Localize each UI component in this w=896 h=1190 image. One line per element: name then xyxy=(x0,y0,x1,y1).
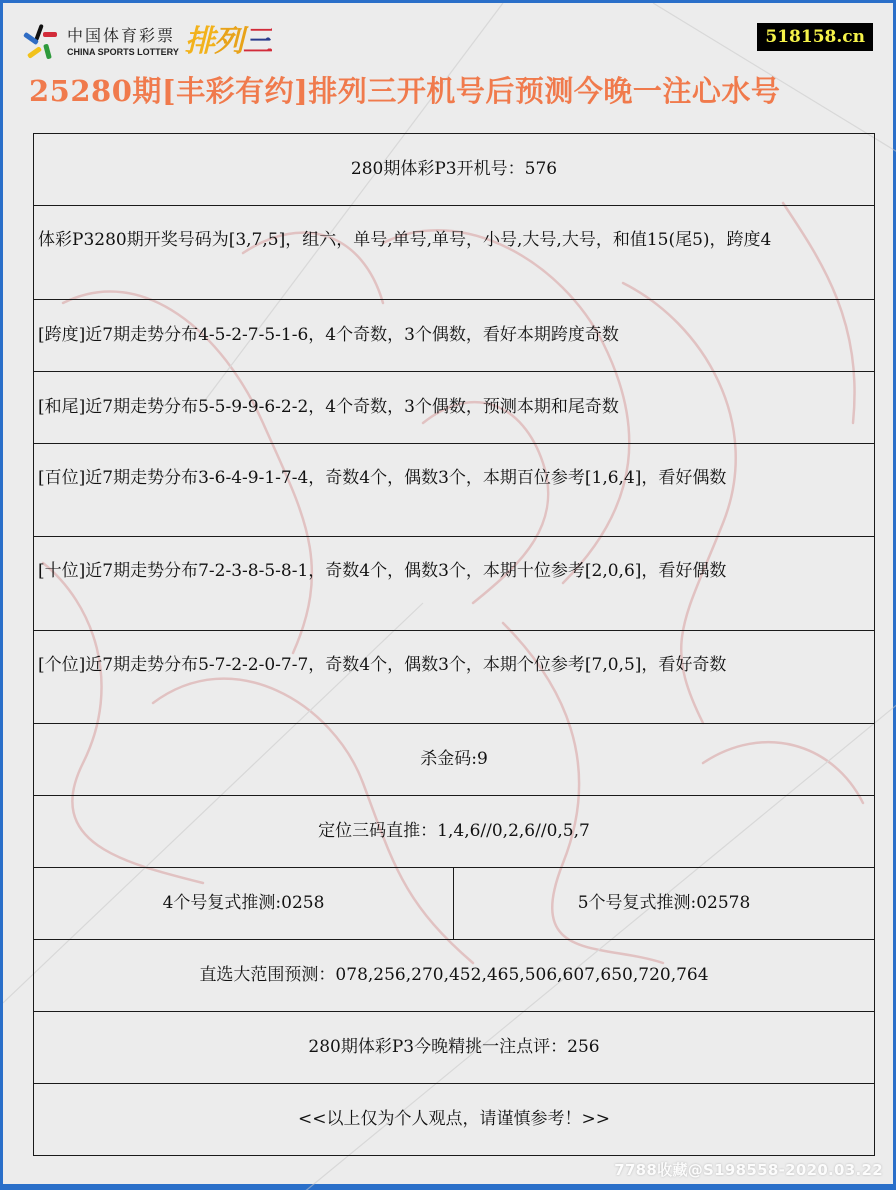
four-combo-cell: 4个号复式推测:0258 xyxy=(34,868,454,940)
sum-tail-trend-cell: [和尾]近7期走势分布5-5-9-9-6-2-2，4个奇数，3个偶数，预测本期和尾奇数 xyxy=(34,372,875,444)
wide-range-cell: 直选大范围预测：078,256,270,452,465,506,607,650,720,764 xyxy=(34,940,875,1012)
table-row xyxy=(34,372,875,444)
watermark: 7788收藏@S198558-2020.03.22 xyxy=(614,1161,883,1179)
lottery-star-logo-icon xyxy=(21,22,59,62)
table-row xyxy=(34,724,875,796)
table-row xyxy=(34,631,875,724)
disclaimer-cell: <<以上仅为个人观点，请谨慎参考！>> xyxy=(34,1084,875,1156)
logo-en-text: CHINA SPORTS LOTTERY xyxy=(67,47,179,57)
table-row xyxy=(34,300,875,372)
table-row xyxy=(34,868,875,940)
positional-three-cell: 定位三码直推：1,4,6//0,2,6//0,5,7 xyxy=(34,796,875,868)
china-sports-lottery-logo xyxy=(21,21,272,63)
table-row xyxy=(34,537,875,631)
tens-trend-cell: [十位]近7期走势分布7-2-3-8-5-8-1，奇数4个，偶数3个，本期十位参考[2,0,6]，看好偶数 xyxy=(34,537,875,631)
page-title: 25280期[丰彩有约]排列三开机号后预测今晚一注心水号 xyxy=(29,74,781,108)
hundreds-trend-cell: [百位]近7期走势分布3-6-4-9-1-7-4，奇数4个，偶数3个，本期百位参考[1,6,4]，看好偶数 xyxy=(34,444,875,537)
draw-number-cell: 280期体彩P3开机号：576 xyxy=(34,134,875,206)
pick-one-cell: 280期体彩P3今晚精挑一注点评：256 xyxy=(34,1012,875,1084)
draw-result-cell: 体彩P3280期开奖号码为[3,7,5]，组六，单号,单号,单号，小号,大号,大号，和值15(尾5)，跨度4 xyxy=(34,206,875,300)
site-badge[interactable]: 518158.cn xyxy=(757,23,873,51)
prediction-table xyxy=(33,133,875,1156)
units-trend-cell: [个位]近7期走势分布5-7-2-2-0-7-7，奇数4个，偶数3个，本期个位参考[7,0,5]，看好奇数 xyxy=(34,631,875,724)
table-row xyxy=(34,444,875,537)
table-row xyxy=(34,940,875,1012)
span-trend-cell: [跨度]近7期走势分布4-5-2-7-5-1-6，4个奇数，3个偶数，看好本期跨度奇数 xyxy=(34,300,875,372)
table-row xyxy=(34,1012,875,1084)
five-combo-cell: 5个号复式推测:02578 xyxy=(454,868,875,940)
table-row xyxy=(34,134,875,206)
header xyxy=(3,3,893,130)
table-row xyxy=(34,796,875,868)
logo-cn-text: 中国体育彩票 xyxy=(67,26,176,45)
table-row xyxy=(34,1084,875,1156)
pailie3-logo: 排列三 xyxy=(184,24,272,59)
kill-code-cell: 杀金码:9 xyxy=(34,724,875,796)
table-row xyxy=(34,206,875,300)
